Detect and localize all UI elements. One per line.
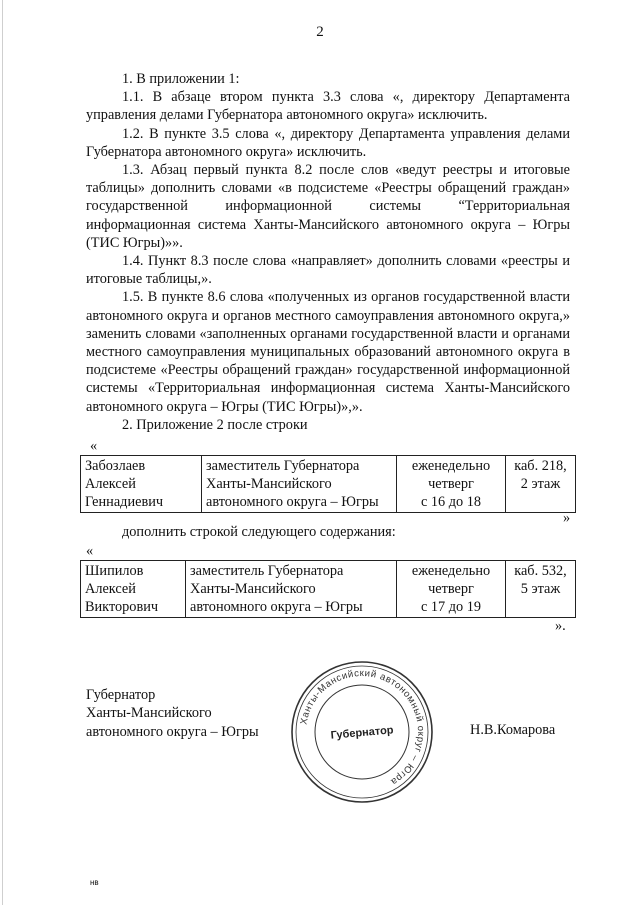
position-cell: заместитель Губернатора Ханты-Мансийского автономного округа – Югры (186, 561, 397, 618)
quote-open-1: « (90, 438, 98, 454)
room-cell: каб. 218, 2 этаж (506, 456, 576, 513)
paragraph-1-5: 1.5. В пункте 8.6 слова «полученных из органов государственной власти автономного округа и органов местного самоуправления автономного округа,» заменить словами «заполненных органами государственной власти и органами местного самоуправления муниципальных образований автономного округа в подсистеме «Реестры обращений граждан» государственной информационной системы «Территориальная информационная система Ханты-Мансийского автономного округа – Югры (ТИС Югры)»,». (86, 289, 570, 415)
paragraph-1-1: 1.1. В абзаце втором пункта 3.3 слова «, директору Департамента управления делами Губернатора автономного округа» исключить. (86, 89, 570, 124)
quote-close-2: ». (555, 618, 566, 634)
position-cell: заместитель Губернатора Ханты-Мансийского автономного округа – Югры (202, 456, 397, 513)
seal-center-text: Губернатор (330, 724, 394, 742)
document-body (86, 70, 570, 434)
paragraph-1-3: 1.3. Абзац первый пункта 8.2 после слов «ведут реестры и итоговые таблицы» дополнить словами «в подсистеме «Реестры обращений граждан» государственной информационной системы “Территориальная информационная система Ханты-Мансийского автономного округа – Югры (ТИС Югры)»». (86, 162, 570, 251)
page-number: 2 (316, 24, 324, 40)
name-cell: Шипилов Алексей Викторович (81, 561, 186, 618)
paragraph-2: 2. Приложение 2 после строки (122, 416, 308, 433)
signatory-name: Н.В.Комарова (470, 722, 556, 738)
signature-line: Губернатор (86, 687, 156, 703)
room-cell: каб. 532, 5 этаж (506, 561, 576, 618)
page-edge-line (2, 0, 3, 905)
table-row (81, 561, 576, 618)
schedule-cell: еженедельно четверг с 16 до 18 (397, 456, 506, 513)
official-seal-stamp (287, 657, 437, 807)
signature-line: Ханты-Мансийского (86, 705, 212, 722)
seal-ring-text: Ханты-Мансийский автономный округ – Югра (298, 667, 427, 788)
paragraph-1-2: 1.2. В пункте 3.5 слова «, директору Департамента управления делами Губернатора автономного округа» исключить. (86, 125, 570, 160)
paragraph-1-4: 1.4. Пункт 8.3 после слова «направляет» дополнить словами «реестры и итоговые таблицы,». (86, 253, 570, 288)
quote-close-1: » (563, 510, 571, 526)
signature-line: автономного округа – Югры (86, 723, 259, 740)
footer-code: нв (90, 878, 99, 887)
schedule-table-2 (80, 560, 576, 618)
schedule-table-1 (80, 455, 576, 513)
paragraph-1: 1. В приложении 1: (122, 71, 240, 87)
table-row (81, 456, 576, 513)
signature-block (86, 686, 259, 741)
quote-open-2: « (86, 543, 94, 559)
name-cell: Забозлаев Алексей Геннадиевич (81, 456, 202, 513)
add-line-text: дополнить строкой следующего содержания: (122, 524, 396, 540)
schedule-cell: еженедельно четверг с 17 до 19 (397, 561, 506, 618)
